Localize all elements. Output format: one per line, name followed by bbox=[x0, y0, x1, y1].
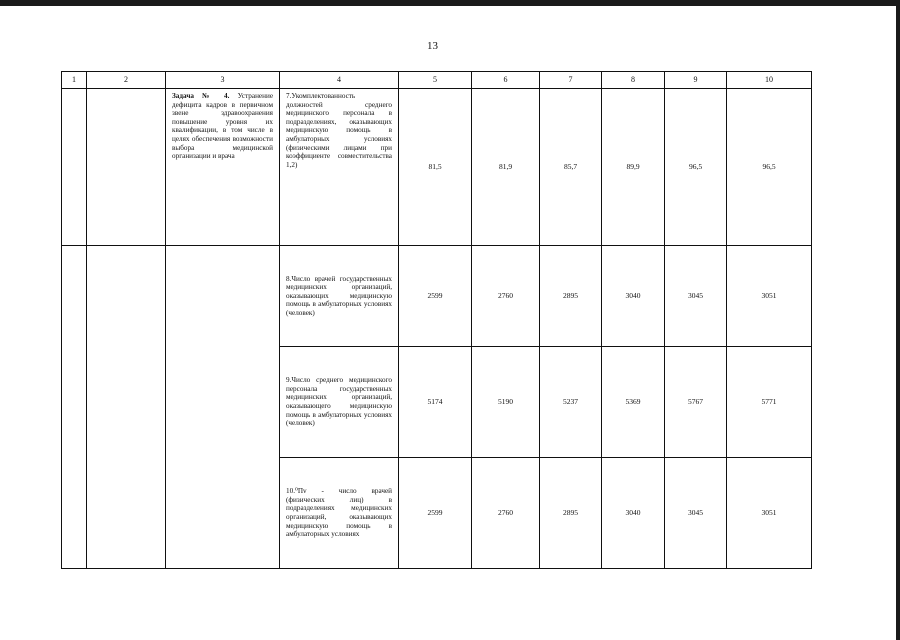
value-cell: 81,9 bbox=[472, 89, 540, 246]
indicator-cell: 7.Укомплектованность должностей среднего медицинского персонала в подразделениях, оказывающих медицинскую помощь в амбулаторных условиях (физическими лицами при коэффициенте совместительства 1,2) bbox=[280, 89, 399, 246]
value-cell: 2760 bbox=[472, 458, 540, 569]
column-header: 3 bbox=[166, 72, 280, 89]
task-label: Задача № 4. bbox=[172, 92, 230, 100]
value-cell: 3045 bbox=[665, 246, 727, 347]
column-header: 8 bbox=[602, 72, 665, 89]
indicator-cell: 8.Число врачей государственных медицинских организаций, оказывающих медицинскую помощь в амбулаторных условиях (человек) bbox=[280, 246, 399, 347]
column-header: 9 bbox=[665, 72, 727, 89]
column-header: 2 bbox=[87, 72, 166, 89]
cell-col-2 bbox=[87, 89, 166, 246]
value-cell: 2599 bbox=[399, 246, 472, 347]
value-cell: 5771 bbox=[727, 347, 812, 458]
indicator-cell: 9.Число среднего медицинского персонала государственных медицинских организаций, оказывающего медицинскую помощь в амбулаторных условиях (человек) bbox=[280, 347, 399, 458]
value-cell: 3040 bbox=[602, 458, 665, 569]
value-cell: 2760 bbox=[472, 246, 540, 347]
column-header: 10 bbox=[727, 72, 812, 89]
value-cell: 96,5 bbox=[665, 89, 727, 246]
value-cell: 85,7 bbox=[540, 89, 602, 246]
value-cell: 3051 bbox=[727, 458, 812, 569]
table-row bbox=[62, 89, 812, 246]
task-text: Устранение дефицита кадров в первичном звене здравоохранения повышение уровня их квалификации, в том числе в целях обеспечения возможности выбора медицинской организации и врача bbox=[172, 92, 274, 161]
cell-col-2 bbox=[87, 246, 166, 569]
column-header: 6 bbox=[472, 72, 540, 89]
column-header: 4 bbox=[280, 72, 399, 89]
page-number: 13 bbox=[427, 40, 438, 52]
value-cell: 2895 bbox=[540, 246, 602, 347]
indicator-cell: 10.⁰Пv - число врачей (физических лиц) в подразделениях медицинских организаций, оказывающих медицинскую помощь в амбулаторных условиях bbox=[280, 458, 399, 569]
value-cell: 3040 bbox=[602, 246, 665, 347]
value-cell: 5767 bbox=[665, 347, 727, 458]
value-cell: 5369 bbox=[602, 347, 665, 458]
scan-edge-top bbox=[0, 0, 900, 6]
value-cell: 5237 bbox=[540, 347, 602, 458]
cell-col-1 bbox=[62, 89, 87, 246]
indicators-table bbox=[61, 71, 812, 569]
table-header-row bbox=[62, 72, 812, 89]
value-cell: 5174 bbox=[399, 347, 472, 458]
column-header: 7 bbox=[540, 72, 602, 89]
cell-col-1 bbox=[62, 246, 87, 569]
column-header: 1 bbox=[62, 72, 87, 89]
scan-edge-right bbox=[896, 0, 900, 640]
task-cell bbox=[166, 89, 280, 246]
value-cell: 96,5 bbox=[727, 89, 812, 246]
value-cell: 81,5 bbox=[399, 89, 472, 246]
value-cell: 5190 bbox=[472, 347, 540, 458]
value-cell: 89,9 bbox=[602, 89, 665, 246]
cell-col-3 bbox=[166, 246, 280, 569]
value-cell: 3051 bbox=[727, 246, 812, 347]
value-cell: 3045 bbox=[665, 458, 727, 569]
table-row bbox=[62, 246, 812, 347]
value-cell: 2895 bbox=[540, 458, 602, 569]
column-header: 5 bbox=[399, 72, 472, 89]
value-cell: 2599 bbox=[399, 458, 472, 569]
